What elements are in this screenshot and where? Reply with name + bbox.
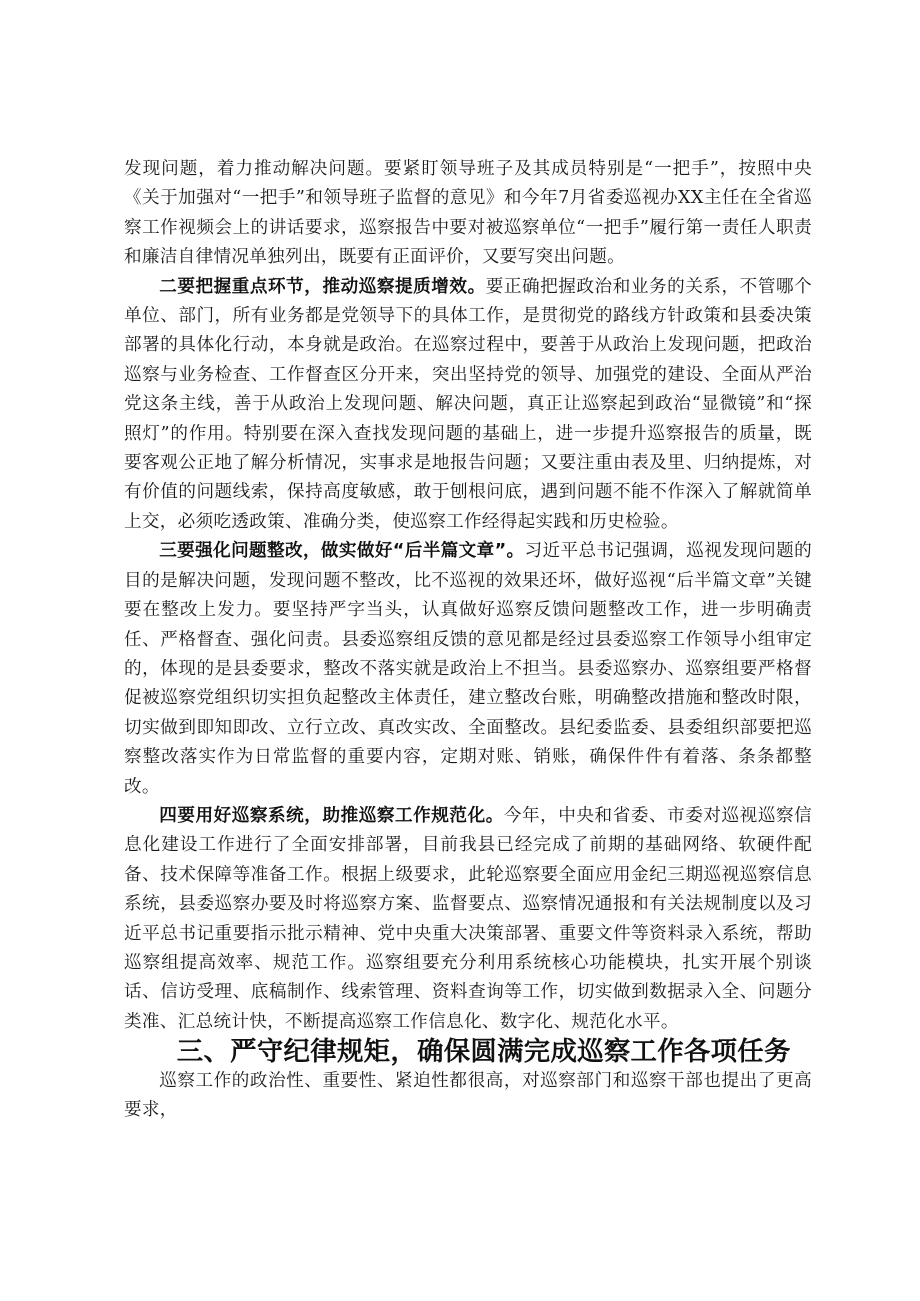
paragraph-3-body: 习近平总书记强调，巡视发现问题的目的是解决问题，发现问题不整改，比不巡视的效果还坏，做好巡视“后半篇文章”关键要在整改上发力。要坚持严字当头，认真做好巡察反馈问题整改工作，进一步明确责任、严格督查、强化问责。县委巡察组反馈的意见都是经过县委巡察工作领导小组审定的，体现的是县委要求，整改不落实就是政治上不担当。县委巡察办、巡察组要严格督促被巡察党组织切实担负起整改主体责任，建立整改台账，明确整改措施和整改时限，切实做到即知即改、立行立改、真改实改、全面整改。县纪委监委、县委组织部要把巡察整改落实作为日常监督的重要内容，定期对账、销账，确保件件有着落、条条都整改。 xyxy=(124,541,812,797)
paragraph-3-lead: 三要强化问题整改，做实做好“后半篇文章”。 xyxy=(159,541,525,562)
paragraph-2-body: 要正确把握政治和业务的关系，不管哪个单位、部门，所有业务都是党领导下的具体工作，是贯彻党的路线方针政策和县委决策部署的具体化行动，本身就是政治。在巡察过程中，要善于从政治上发现问题，把政治巡察与业务检查、工作督查区分开来，突出坚持党的领导、加强党的建设、全面从严治党这条主线，善于从政治上发现问题、解决问题，真正让巡察起到政治“显微镜”和“探照灯”的作用。特别要在深入查找发现问题的基础上，进一步提升巡察报告的质量，既要客观公正地了解分析情况，实事求是地报告问题；又要注重由表及里、归纳提炼，对有价值的问题线索，保持高度敏感，敢于刨根问底，遇到问题不能不作深入了解就简单上交，必须吃透政策、准确分类，使巡察工作经得起实践和历史检验。 xyxy=(124,276,812,532)
paragraph-3 xyxy=(124,537,812,802)
paragraph-2 xyxy=(124,273,812,538)
paragraph-5-body: 巡察工作的政治性、重要性、紧迫性都很高，对巡察部门和巡察干部也提出了更高要求， xyxy=(124,1070,812,1120)
paragraph-2-lead: 二要把握重点环节，推动巡察提质增效。 xyxy=(159,276,486,297)
paragraph-4-body: 今年，中央和省委、市委对巡视巡察信息化建设工作进行了全面安排部署，目前我县已经完成了前期的基础网络、软硬件配备、技术保障等准备工作。根据上级要求，此轮巡察要全面应用金纪三期巡视巡察信息系统，县委巡察办要及时将巡察方案、监督要点、巡察情况通报和有关法规制度以及习近平总书记重要指示批示精神、党中央重大决策部署、重要文件等资料录入系统，帮助巡察组提高效率、规范工作。巡察组要充分利用系统核心功能模块，扎实开展个别谈话、信访受理、底稿制作、线索管理、资料查询等工作，切实做到数据录入全、问题分类准、汇总统计快，不断提高巡察工作信息化、数字化、规范化水平。 xyxy=(124,805,812,1032)
paragraph-1 xyxy=(124,155,812,273)
document-page xyxy=(124,155,812,1125)
section-heading: 三、严守纪律规矩，确保圆满完成巡察工作各项任务 xyxy=(176,1036,791,1068)
paragraph-4 xyxy=(124,802,812,1037)
paragraph-1-body: 发现问题，着力推动解决问题。要紧盯领导班子及其成员特别是“一把手”，按照中央《关于加强对“一把手”和领导班子监督的意见》和今年7月省委巡视办XX主任在全省巡察工作视频会上的讲话要求，巡察报告中要对被巡察单位“一把手”履行第一责任人职责和廉洁自律情况单独列出，既要有正面评价，又要写突出问题。 xyxy=(124,159,812,268)
paragraph-4-lead: 四要用好巡察系统，助推巡察工作规范化。 xyxy=(159,805,504,826)
paragraph-5 xyxy=(124,1067,812,1126)
